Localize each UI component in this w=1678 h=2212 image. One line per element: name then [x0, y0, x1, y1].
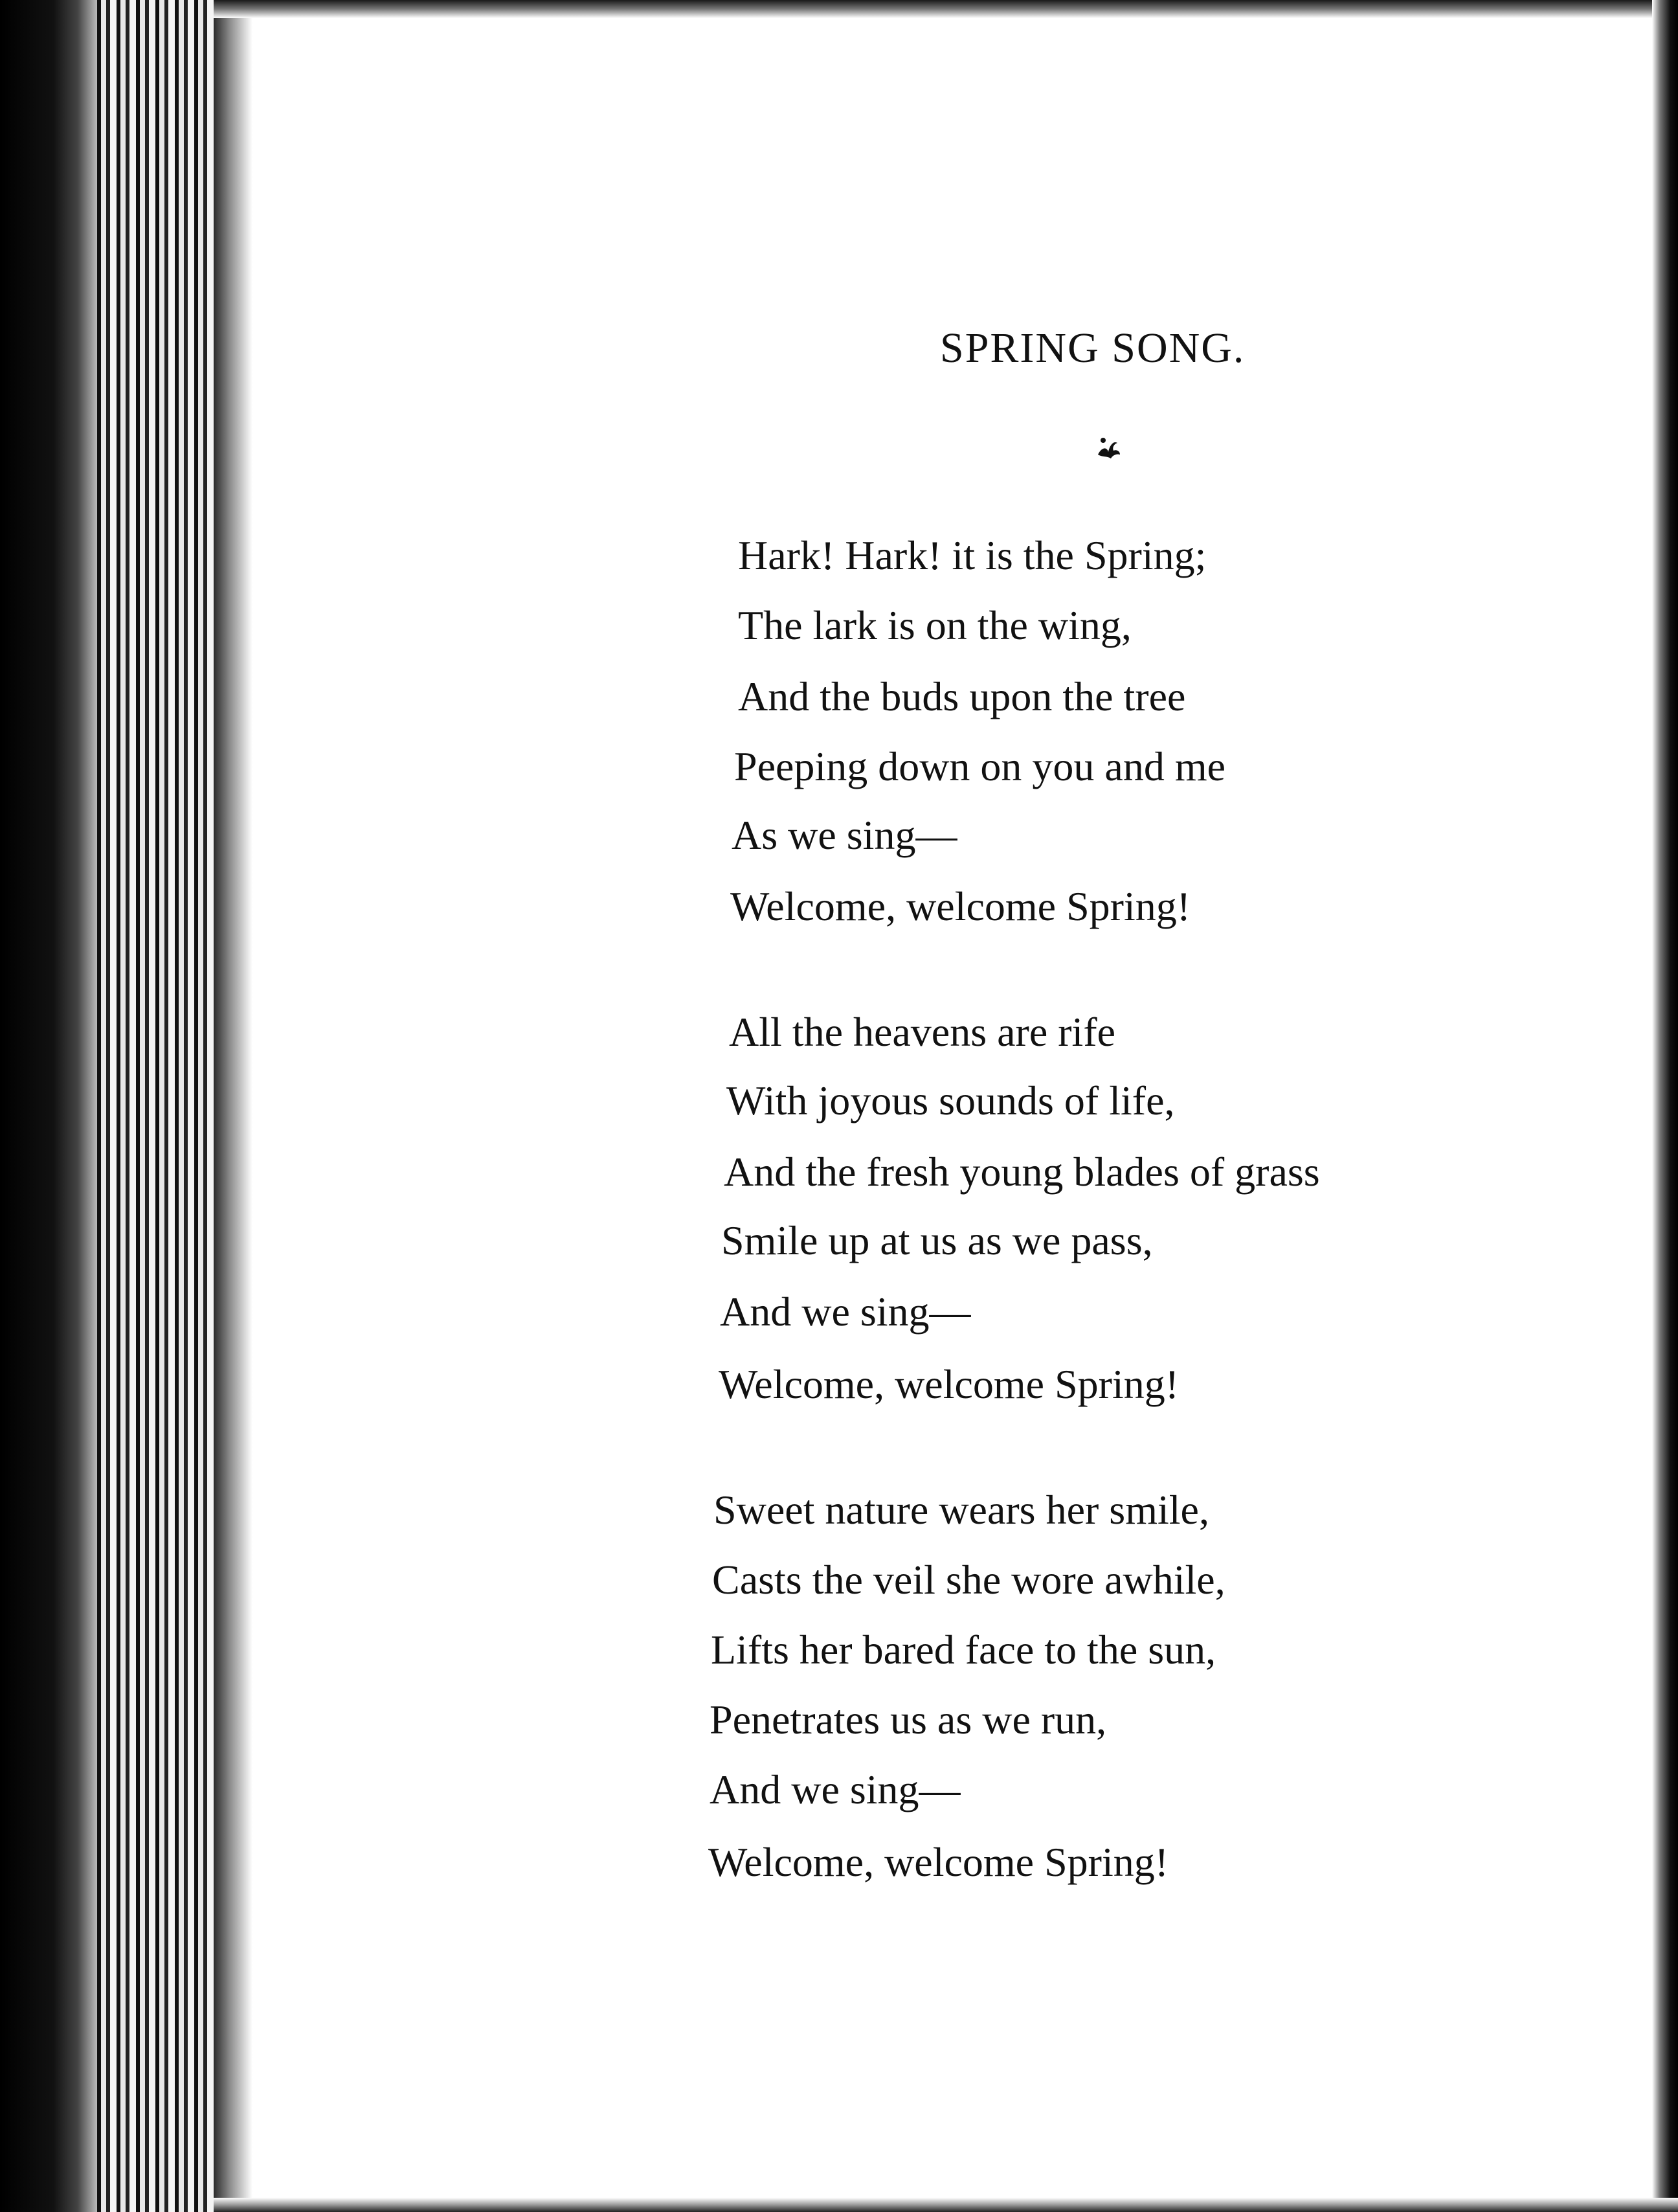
- poem-line: Sweet nature wears her smile,: [713, 1487, 1209, 1533]
- poem-line: Hark! Hark! it is the Spring;: [738, 532, 1207, 578]
- poem-line: All the heavens are rife: [729, 1009, 1116, 1055]
- poem-line: Welcome, welcome Spring!: [719, 1361, 1180, 1407]
- poem-line: Penetrates us as we run,: [710, 1697, 1107, 1743]
- poem-line: Peeping down on you and me: [734, 743, 1225, 789]
- poem-line: Smile up at us as we pass,: [721, 1217, 1153, 1263]
- fleuron-icon: [1094, 433, 1124, 462]
- poem-line: The lark is on the wing,: [738, 602, 1132, 648]
- poem-line: Welcome, welcome Spring!: [730, 883, 1191, 929]
- poem-line: With joyous sounds of life,: [726, 1078, 1175, 1123]
- poem-line: And we sing—: [710, 1766, 961, 1812]
- poem-line: Lifts her bared face to the sun,: [711, 1627, 1216, 1673]
- poem-line: And the buds upon the tree: [738, 673, 1186, 719]
- poem-title: SPRING SONG.: [940, 324, 1246, 372]
- poem-line: Casts the veil she wore awhile,: [712, 1557, 1225, 1603]
- poem-line: As we sing—: [732, 812, 957, 858]
- poem-line: And we sing—: [720, 1289, 971, 1335]
- poem-line: Welcome, welcome Spring!: [708, 1839, 1169, 1885]
- poem-line: And the fresh young blades of grass: [724, 1149, 1320, 1195]
